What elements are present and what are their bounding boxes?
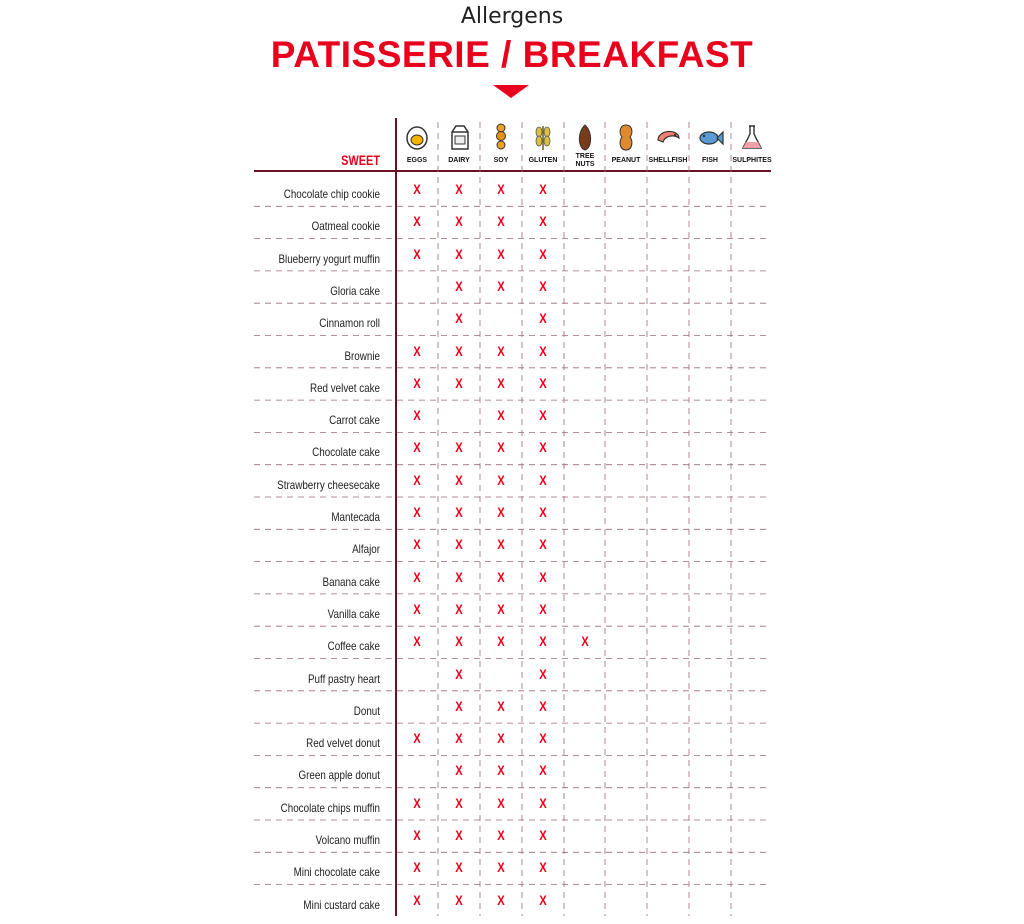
row-label: Mini chocolate cake [293,865,380,880]
allergen-mark: X [539,665,547,682]
allergen-mark: X [539,181,547,197]
allergen-mark: X [455,310,463,327]
allergen-mark: X [455,181,463,197]
allergen-mark: X [455,859,463,876]
allergen-mark: X [539,374,547,391]
allergen-mark: X [539,471,547,488]
allergen-mark: X [581,633,589,650]
page-title: PATISSERIE / BREAKFAST [270,34,754,75]
wheat-icon [528,122,558,152]
allergen-header-label: PEANUT [611,157,641,164]
row-label: Vanilla cake [327,606,380,621]
allergen-header-label: TREE NUTS [575,153,595,168]
shrimp-icon [653,122,683,152]
section-label: SWEET [341,152,380,168]
allergen-mark: X [539,794,547,811]
allergen-mark: X [539,762,547,779]
allergen-mark: X [539,891,547,908]
allergen-header-label: FISH [702,157,718,164]
allergen-mark: X [539,342,547,359]
allergen-mark: X [539,213,547,230]
allergen-mark: X [413,374,421,391]
row-label: Alfajor [352,542,380,557]
allergen-mark: X [539,730,547,747]
allergen-mark: X [413,181,421,197]
allergen-mark: X [539,245,547,262]
allergen-mark: X [539,859,547,876]
row-label: Banana cake [322,574,380,589]
row-label: Chocolate chip cookie [283,187,380,201]
allergen-mark: X [455,697,463,714]
allergen-mark: X [455,536,463,553]
allergen-header-label: EGGS [406,157,428,164]
allergen-mark: X [455,762,463,779]
allergen-mark: X [455,891,463,908]
allergen-mark: X [413,504,421,520]
allergen-mark: X [413,245,421,262]
allergen-mark: X [497,794,505,811]
allergen-mark: X [539,504,547,520]
allergen-mark: X [497,633,505,650]
row-label: Mantecada [331,510,380,524]
allergen-header-label: DAIRY [448,157,470,164]
soy-pod-icon [486,122,516,152]
allergen-header-label: SOY [493,157,509,164]
allergen-mark: X [539,633,547,650]
row-label: Coffee cake [327,639,380,654]
allergen-mark: X [413,407,421,424]
allergen-mark: X [413,342,421,359]
row-label: Volcano muffin [315,833,380,847]
allergen-mark: X [497,859,505,876]
allergen-mark: X [455,213,463,230]
allergen-mark: X [413,213,421,230]
allergen-mark: X [539,827,547,843]
allergen-mark: X [497,568,505,585]
allergen-mark: X [455,600,463,617]
allergen-mark: X [413,439,421,456]
row-label: Cinnamon roll [319,316,380,331]
allergen-mark: X [497,439,505,456]
allergen-mark: X [455,794,463,811]
row-label: Red velvet cake [309,380,380,395]
allergen-mark: X [455,568,463,585]
allergen-header-label: SULPHITES [732,157,772,164]
allergen-mark: X [413,568,421,585]
allergen-mark: X [455,439,463,456]
fish-icon [695,122,725,152]
allergen-mark: X [455,827,463,843]
row-label: Brownie [344,348,380,363]
allergen-mark: X [497,374,505,391]
allergen-mark: X [497,342,505,359]
allergen-mark: X [413,536,421,553]
allergen-mark: X [539,439,547,456]
peanut-icon [611,122,641,152]
allergen-mark: X [539,600,547,617]
row-label: Red velvet donut [306,736,380,751]
row-label: Chocolate cake [312,445,380,460]
allergen-mark: X [413,730,421,747]
allergen-mark: X [497,730,505,747]
allergen-mark: X [539,536,547,553]
allergen-mark: X [455,504,463,520]
allergen-mark: X [413,794,421,811]
allergen-mark: X [497,600,505,617]
flask-icon [737,122,767,152]
allergen-header-label: GLUTEN [528,157,558,164]
egg-icon [402,122,432,152]
allergen-mark: X [539,310,547,327]
allergen-mark: X [455,245,463,262]
allergen-mark: X [413,891,421,908]
allergen-mark: X [455,374,463,391]
allergen-mark: X [539,407,547,424]
row-label: Mini custard cake [303,897,380,912]
allergen-mark: X [455,342,463,359]
allergen-mark: X [539,277,547,294]
allergen-mark: X [539,568,547,585]
allergen-mark: X [497,471,505,488]
allergen-mark: X [497,504,505,520]
row-label: Oatmeal cookie [311,219,380,234]
allergen-header-label: SHELLFISH [648,157,688,164]
almond-icon [570,122,600,152]
allergen-mark: X [539,697,547,714]
allergen-mark: X [413,827,421,843]
allergen-mark: X [413,859,421,876]
allergen-mark: X [413,633,421,650]
allergen-mark: X [455,665,463,682]
allergen-mark: X [455,471,463,488]
allergen-mark: X [497,697,505,714]
milk-carton-icon [444,122,474,152]
allergen-mark: X [497,762,505,779]
row-label: Puff pastry heart [307,671,380,686]
row-label: Blueberry yogurt muffin [278,251,380,266]
row-label: Green apple donut [298,768,380,783]
allergen-mark: X [497,245,505,262]
allergen-mark: X [497,827,505,843]
allergen-mark: X [413,471,421,488]
allergen-mark: X [455,730,463,747]
allergen-mark: X [455,277,463,294]
allergen-mark: X [497,891,505,908]
allergen-mark: X [497,536,505,553]
allergen-mark: X [497,407,505,424]
allergen-mark: X [497,213,505,230]
allergen-mark: X [497,277,505,294]
row-label: Donut [353,703,380,718]
row-label: Chocolate chips muffin [280,800,380,815]
page-subtitle: Allergens [460,4,564,29]
row-label: Carrot cake [329,413,380,428]
allergen-mark: X [455,633,463,650]
allergen-mark: X [413,600,421,617]
allergen-mark: X [497,181,505,197]
row-label: Strawberry cheesecake [277,477,380,492]
row-label: Gloria cake [330,283,380,298]
